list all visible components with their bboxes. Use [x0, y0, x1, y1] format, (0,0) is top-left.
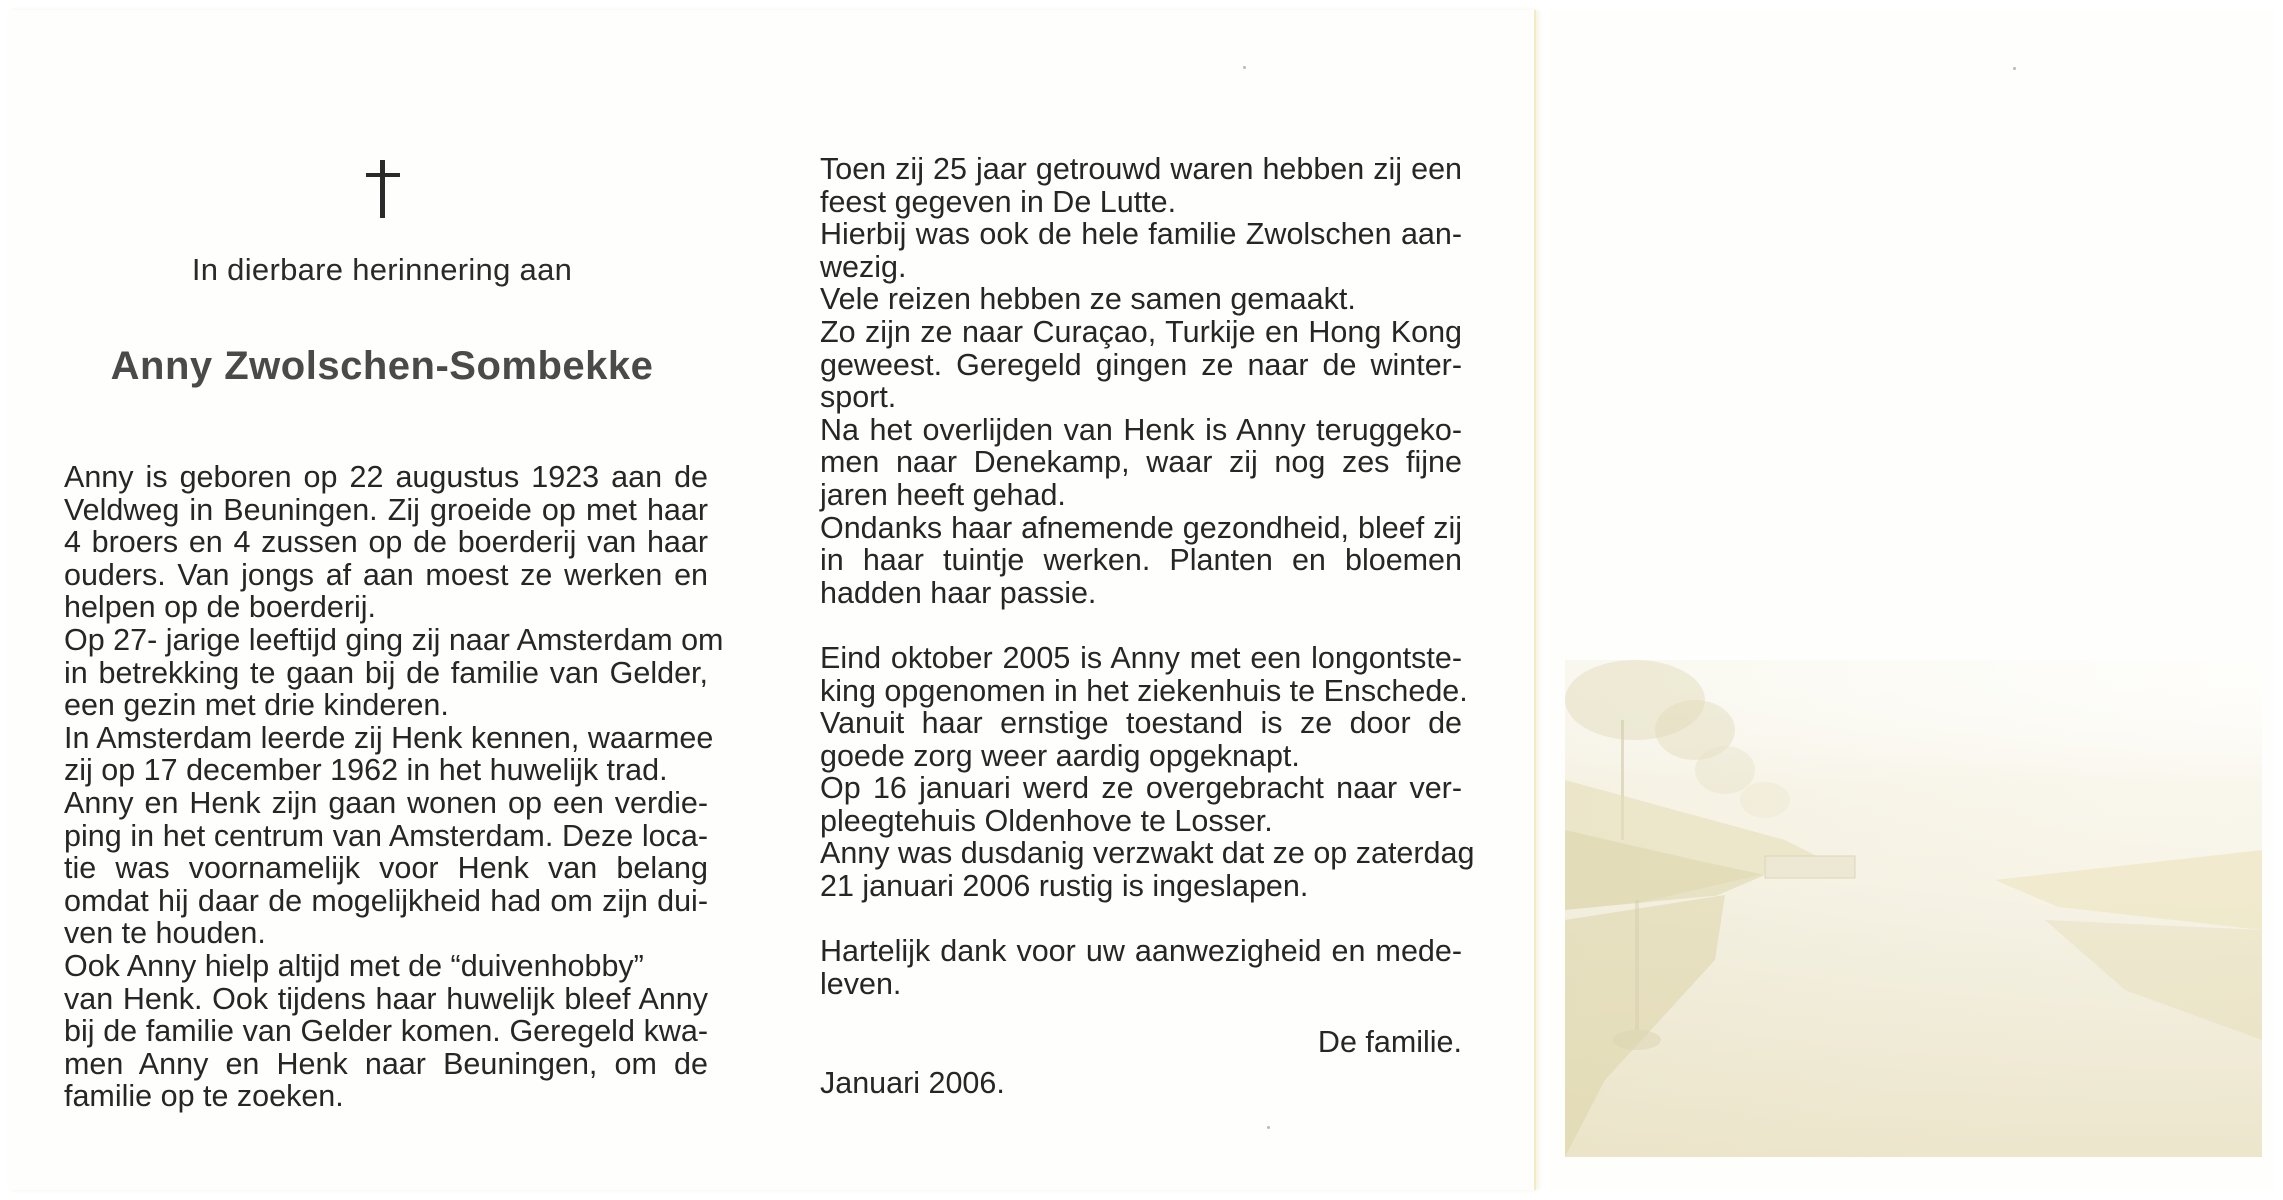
- left-text-line: In Amsterdam leerde zij Henk kennen, waarmee: [64, 720, 714, 755]
- left-text-line: omdat hij daar de mogelijkheid had om zijn dui-: [64, 883, 708, 918]
- right-text-line: pleegtehuis Oldenhove te Losser.: [820, 803, 1273, 838]
- right-text-line: jaren heeft gehad.: [820, 477, 1066, 512]
- left-text-line: Anny is geboren op 22 augustus 1923 aan de: [64, 460, 708, 494]
- right-text-line: Anny was dusdanig verzwakt dat ze op zaterdag: [820, 836, 1475, 871]
- left-text-line: zij op 17 december 1962 in het huwelijk trad.: [64, 753, 668, 788]
- right-text-line: wezig.: [820, 249, 907, 284]
- left-text-line: ping in het centrum van Amsterdam. Deze loca-: [64, 818, 708, 853]
- signature: De familie.: [1317, 1025, 1462, 1059]
- left-text-line: Anny en Henk zijn gaan wonen op een verdie-: [64, 785, 708, 820]
- left-text-line: een gezin met drie kinderen.: [64, 688, 449, 723]
- left-text-line: ven te houden.: [64, 916, 266, 951]
- right-text-line: leven.: [820, 966, 902, 1001]
- right-text-line: Hartelijk dank voor uw aanwezigheid en mede-: [820, 934, 1462, 969]
- right-text-line: Na het overlijden van Henk is Anny teruggeko-: [820, 412, 1462, 447]
- right-text-line: sport.: [820, 380, 897, 415]
- left-text-line: ouders. Van jongs af aan moest ze werken en: [64, 557, 708, 592]
- left-text-line: men Anny en Henk naar Beuningen, om de: [64, 1046, 708, 1081]
- paragraph-gap: [820, 903, 1462, 936]
- date-line: Januari 2006.: [820, 1066, 1005, 1100]
- left-text-line: in betrekking te gaan bij de familie van Gelder,: [64, 655, 708, 690]
- intro-text: In dierbare herinnering aan: [191, 252, 573, 287]
- right-text-line: Op 16 januari werd ze overgebracht naar ver-: [820, 771, 1462, 806]
- left-text-line: Ook Anny hielp altijd met de “duivenhobby”: [64, 948, 644, 983]
- biography-right-column: [820, 152, 1475, 1001]
- right-text-line: Zo zijn ze naar Curaçao, Turkije en Hong Kong: [820, 314, 1462, 349]
- left-text-line: Op 27- jarige leeftijd ging zij naar Amsterdam om: [64, 622, 724, 657]
- paper-speck: [1243, 66, 1246, 69]
- right-text-line: men naar Denekamp, waar zij nog zes fijne: [820, 445, 1462, 480]
- right-text-line: 21 januari 2006 rustig is ingeslapen.: [820, 869, 1309, 904]
- right-text-line: hadden haar passie.: [820, 575, 1097, 610]
- right-text-line: Vele reizen hebben ze samen gemaakt.: [820, 282, 1356, 317]
- right-text-line: king opgenomen in het ziekenhuis te Enschede.: [820, 673, 1468, 708]
- biography-left-column: [64, 460, 724, 1114]
- right-text-line: geweest. Geregeld gingen ze naar de winter-: [820, 347, 1462, 382]
- left-text-line: Veldweg in Beuningen. Zij groeide op met haar: [64, 492, 708, 527]
- left-text-line: 4 broers en 4 zussen op de boerderij van haar: [64, 525, 708, 560]
- left-text-line: familie op te zoeken.: [64, 1079, 344, 1114]
- landscape-photo: [1565, 660, 2262, 1157]
- right-text-line: Eind oktober 2005 is Anny met een longontste-: [820, 640, 1462, 675]
- paper-speck: [1267, 1126, 1270, 1129]
- paragraph-gap: [820, 609, 1462, 642]
- right-text-line: Vanuit haar ernstige toestand is ze door de: [820, 706, 1462, 741]
- left-text-line: bij de familie van Gelder komen. Geregeld kwa-: [64, 1014, 708, 1049]
- right-text-line: goede zorg weer aardig opgeknapt.: [820, 738, 1300, 773]
- right-text-line: feest gegeven in De Lutte.: [820, 184, 1177, 219]
- paper-speck: [2013, 67, 2016, 70]
- right-text-line: Toen zij 25 jaar getrouwd waren hebben zij een: [820, 152, 1462, 186]
- deceased-name: Anny Zwolschen-Sombekke: [110, 344, 654, 388]
- right-text-line: Hierbij was ook de hele familie Zwolschen aan-: [820, 217, 1462, 252]
- left-text-line: helpen op de boerderij.: [64, 590, 377, 625]
- left-text-line: van Henk. Ook tijdens haar huwelijk bleef Anny: [64, 981, 708, 1016]
- right-text-line: in haar tuintje werken. Planten en bloemen: [820, 543, 1462, 578]
- left-text-line: tie was voornamelijk voor Henk van belang: [64, 851, 708, 886]
- right-text-line: Ondanks haar afnemende gezondheid, bleef zij: [820, 510, 1462, 545]
- cross-icon: [366, 160, 400, 218]
